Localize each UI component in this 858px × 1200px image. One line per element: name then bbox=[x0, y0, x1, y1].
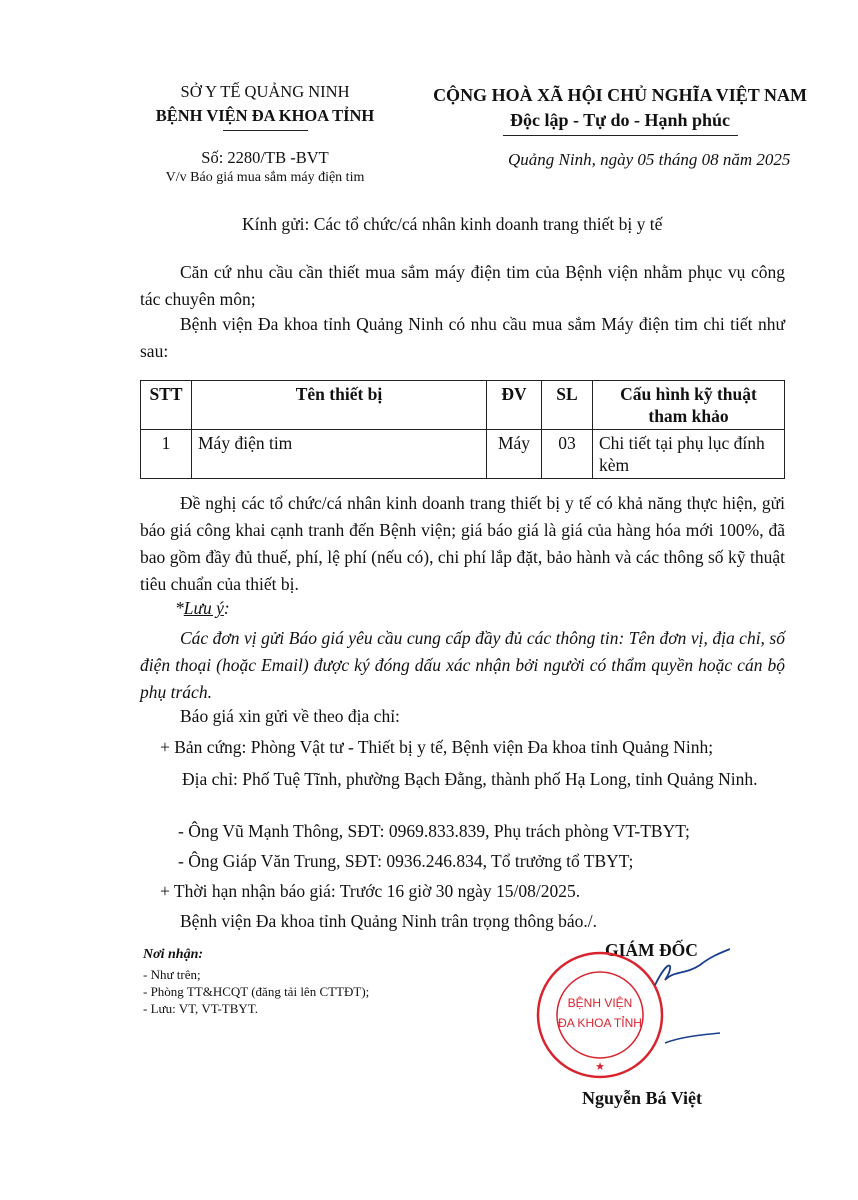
recipient-item: - Như trên; bbox=[143, 967, 201, 982]
col-config: Cấu hình kỹ thuật tham khảo bbox=[593, 381, 785, 430]
red-stamp bbox=[538, 953, 662, 1077]
note-text: Các đơn vị gửi Báo giá yêu cầu cung cấp đầy đủ các thông tin: Tên đơn vị, địa chỉ, số điện thoại (hoặc Email) được ký đóng dấu xác nhận bởi người có thẩm quyền hoặc cán bộ phụ trách. bbox=[140, 628, 785, 702]
cell-stt: 1 bbox=[141, 430, 192, 479]
deadline: + Thời hạn nhận báo giá: Trước 16 giờ 30 ngày 15/08/2025. bbox=[160, 881, 581, 901]
cell-quantity: 03 bbox=[542, 430, 593, 479]
paragraph-request: Đề nghị các tổ chức/cá nhân kinh doanh trang thiết bị y tế có khả năng thực hiện, gửi báo giá công khai cạnh tranh đến Bệnh viện; giá báo giá là giá của hàng hóa mới 100%, đã bao gồm đầy đủ thuế, phí, lệ phí (nếu có), chi phí lắp đặt, bảo hành và các thông số kỹ thuật tiêu chuẩn của thiết bị. bbox=[140, 493, 785, 594]
doc-subject: V/v Báo giá mua sắm máy điện tim bbox=[165, 170, 365, 185]
greeting: Kính gửi: Các tổ chức/cá nhân kinh doanh trang thiết bị y tế bbox=[242, 214, 663, 234]
stamp-line-1: BỆNH VIỆN bbox=[567, 996, 633, 1010]
col-quantity: SL bbox=[542, 381, 593, 430]
signature-stroke bbox=[655, 949, 730, 985]
cell-unit: Máy bbox=[487, 430, 542, 479]
contact-1: - Ông Vũ Mạnh Thông, SĐT: 0969.833.839, Phụ trách phòng VT-TBYT; bbox=[178, 821, 690, 841]
signer-name: Nguyễn Bá Việt bbox=[582, 1088, 703, 1108]
doc-number: Số: 2280/TB -BVT bbox=[201, 148, 329, 167]
col-stt: STT bbox=[141, 381, 192, 430]
recipients-list bbox=[143, 966, 383, 1017]
doc-number-block bbox=[130, 147, 400, 187]
note-label: Lưu ý bbox=[183, 598, 224, 618]
recipients-title: Nơi nhận: bbox=[143, 947, 204, 962]
cell-config: Chi tiết tại phụ lục đính kèm bbox=[593, 430, 785, 479]
cell-device-name: Máy điện tim bbox=[192, 430, 487, 479]
stamp-star-icon: ★ bbox=[595, 1061, 605, 1073]
paragraph-basis: Căn cứ nhu cầu cần thiết mua sắm máy điện tim của Bệnh viện nhằm phục vụ công tác chuyên môn; bbox=[140, 262, 785, 309]
paragraph-need: Bệnh viện Đa khoa tỉnh Quảng Ninh có nhu cầu mua sắm Máy điện tim chi tiết như sau: bbox=[140, 314, 785, 361]
note-heading bbox=[175, 598, 230, 619]
table-row bbox=[141, 430, 785, 479]
country-name: CỘNG HOÀ XÃ HỘI CHỦ NGHĨA VIỆT NAM bbox=[433, 85, 807, 105]
address: Địa chỉ: Phố Tuệ Tĩnh, phường Bạch Đằng, thành phố Hạ Long, tỉnh Quảng Ninh. bbox=[182, 769, 758, 789]
signature-tail bbox=[665, 1033, 720, 1043]
send-to: Báo giá xin gửi về theo địa chỉ: bbox=[180, 706, 400, 726]
note-colon: : bbox=[223, 598, 230, 618]
org-parent: SỞ Y TẾ QUẢNG NINH bbox=[180, 82, 350, 101]
org-underline bbox=[223, 130, 308, 131]
closing: Bệnh viện Đa khoa tỉnh Quảng Ninh trân trọng thông báo./. bbox=[180, 911, 598, 931]
recipient-item: - Lưu: VT, VT-TBYT. bbox=[143, 1001, 259, 1016]
contact-2: - Ông Giáp Văn Trung, SĐT: 0936.246.834, Tổ trưởng tổ TBYT; bbox=[178, 851, 634, 871]
motto: Độc lập - Tự do - Hạnh phúc bbox=[509, 110, 731, 130]
stamp-line-2: ĐA KHOA TỈNH bbox=[558, 1016, 642, 1030]
place-date: Quảng Ninh, ngày 05 tháng 08 năm 2025 bbox=[508, 150, 791, 169]
org-name: BỆNH VIỆN ĐA KHOA TỈNH bbox=[155, 106, 375, 125]
col-unit: ĐV bbox=[487, 381, 542, 430]
equipment-table bbox=[140, 380, 785, 479]
stamp-and-signature bbox=[525, 945, 735, 1085]
note-mark: * bbox=[175, 598, 184, 618]
table-header-row bbox=[141, 381, 785, 430]
hard-copy: + Bản cứng: Phòng Vật tư - Thiết bị y tế, Bệnh viện Đa khoa tỉnh Quảng Ninh; bbox=[160, 737, 714, 757]
signer-title: GIÁM ĐỐC bbox=[605, 940, 698, 960]
motto-underline bbox=[503, 135, 738, 136]
national-header bbox=[415, 83, 825, 136]
recipient-item: - Phòng TT&HCQT (đăng tải lên CTTĐT); bbox=[143, 984, 370, 999]
col-device-name: Tên thiết bị bbox=[192, 381, 487, 430]
org-header bbox=[130, 80, 400, 131]
